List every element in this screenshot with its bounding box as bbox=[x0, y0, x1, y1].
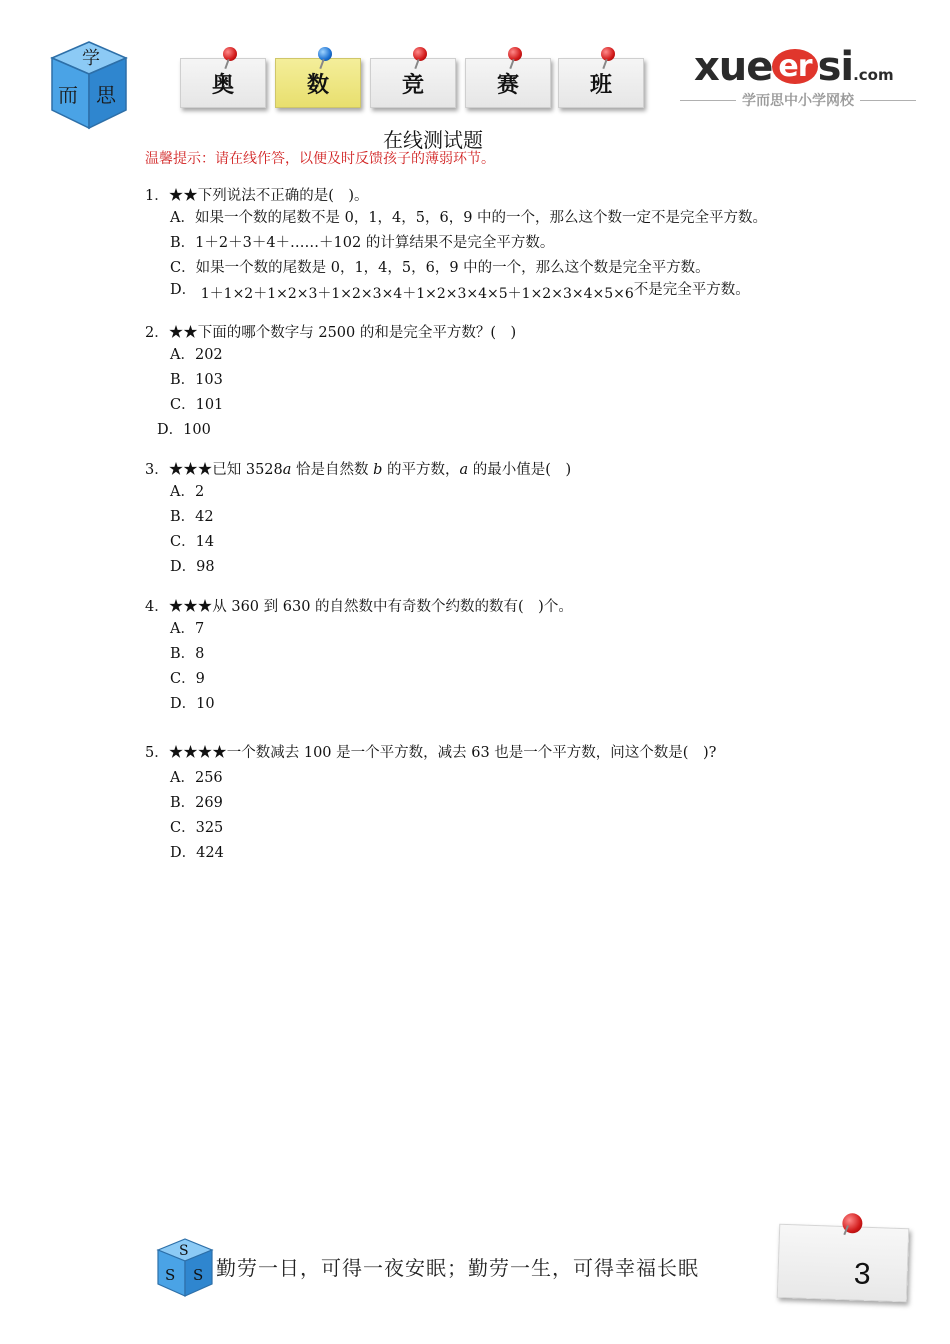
question-4-option-d[interactable]: D．10 bbox=[170, 696, 215, 712]
question-3-option-c[interactable]: C．14 bbox=[170, 534, 215, 550]
sss-cube-logo bbox=[154, 1236, 216, 1298]
red-pin-icon bbox=[223, 47, 237, 61]
question-1-option-d[interactable]: D． 1＋1×2＋1×2×3＋1×2×3×4＋1×2×3×4×5＋1×2×3×4×5×6不是完全平方数。 bbox=[170, 282, 750, 302]
question-2: 2．★★下面的哪个数字与 2500 的和是完全平方数？( ) bbox=[145, 325, 517, 341]
cube-char-top: 学 bbox=[82, 48, 100, 69]
blue-pin-icon bbox=[318, 47, 332, 61]
question-2-option-b[interactable]: B．103 bbox=[170, 372, 223, 388]
tab-ao: 奥 bbox=[180, 58, 266, 108]
question-5-option-a[interactable]: A．256 bbox=[170, 770, 223, 786]
page-title: 在线测试题 bbox=[383, 128, 483, 152]
question-4: 4．★★★从 360 到 630 的自然数中有奇数个约数的数有( )个。 bbox=[145, 599, 573, 615]
question-2-option-a[interactable]: A．202 bbox=[170, 347, 223, 363]
red-pin-icon bbox=[842, 1213, 863, 1234]
red-pin-icon bbox=[413, 47, 427, 61]
question-3-option-d[interactable]: D．98 bbox=[170, 559, 215, 575]
red-pin-icon bbox=[601, 47, 615, 61]
red-pin-icon bbox=[508, 47, 522, 61]
xueersi-brand-logo: xue er si.com bbox=[694, 44, 894, 90]
question-1: 1．★★下列说法不正确的是( )。 bbox=[145, 188, 369, 204]
question-2-option-c[interactable]: C．101 bbox=[170, 397, 224, 413]
footer-motto: 勤劳一日，可得一夜安眠；勤劳一生，可得幸福长眠 bbox=[216, 1256, 699, 1280]
cube-char-left: 而 bbox=[58, 83, 78, 107]
tab-ban: 班 bbox=[558, 58, 644, 108]
tab-sai: 赛 bbox=[465, 58, 551, 108]
brand-subtitle: 学而思中小学网校 bbox=[680, 90, 916, 110]
hint-text: 温馨提示：请在线作答，以便及时反馈孩子的薄弱环节。 bbox=[145, 151, 495, 167]
difficulty-stars: ★★★ bbox=[168, 599, 213, 615]
sss-letter-left: S bbox=[165, 1266, 176, 1284]
question-1-option-b[interactable]: B．1＋2＋3＋4＋……＋102 的计算结果不是完全平方数。 bbox=[170, 235, 555, 251]
question-5-option-b[interactable]: B．269 bbox=[170, 795, 223, 811]
question-5-option-c[interactable]: C．325 bbox=[170, 820, 224, 836]
page-number: 3 bbox=[853, 1257, 872, 1291]
difficulty-stars: ★★ bbox=[168, 325, 198, 341]
question-3-option-a[interactable]: A．2 bbox=[170, 484, 205, 500]
difficulty-stars: ★★ bbox=[168, 188, 198, 204]
question-2-option-d[interactable]: D．100 bbox=[157, 422, 211, 438]
question-1-option-c[interactable]: C．如果一个数的尾数是 0，1，4，5，6，9 中的一个，那么这个数是完全平方数。 bbox=[170, 260, 710, 276]
tab-shu: 数 bbox=[275, 58, 361, 108]
difficulty-stars: ★★★ bbox=[168, 462, 213, 478]
question-4-option-c[interactable]: C．9 bbox=[170, 671, 205, 687]
xueersi-cube-logo bbox=[44, 36, 134, 132]
sss-letter-top: S bbox=[179, 1243, 189, 1259]
question-4-option-a[interactable]: A．7 bbox=[170, 621, 205, 637]
question-4-option-b[interactable]: B．8 bbox=[170, 646, 205, 662]
question-1-option-a[interactable]: A．如果一个数的尾数不是 0，1，4，5，6，9 中的一个，那么这个数一定不是完全平方数。 bbox=[170, 210, 768, 226]
difficulty-stars: ★★★★ bbox=[168, 745, 227, 761]
formula: 1＋1×2＋1×2×3＋1×2×3×4＋1×2×3×4×5＋1×2×3×4×5×6 bbox=[200, 286, 634, 302]
page-number-note bbox=[777, 1224, 910, 1302]
question-5: 5．★★★★一个数减去 100 是一个平方数，减去 63 也是一个平方数，问这个数是( )? bbox=[145, 745, 717, 761]
question-3: 3．★★★已知 3528a 恰是自然数 b 的平方数，a 的最小值是( ) bbox=[145, 462, 572, 478]
sss-letter-right: S bbox=[193, 1266, 204, 1284]
cube-char-right: 思 bbox=[96, 83, 116, 107]
tab-jing: 竞 bbox=[370, 58, 456, 108]
question-3-option-b[interactable]: B．42 bbox=[170, 509, 214, 525]
question-5-option-d[interactable]: D．424 bbox=[170, 845, 224, 861]
